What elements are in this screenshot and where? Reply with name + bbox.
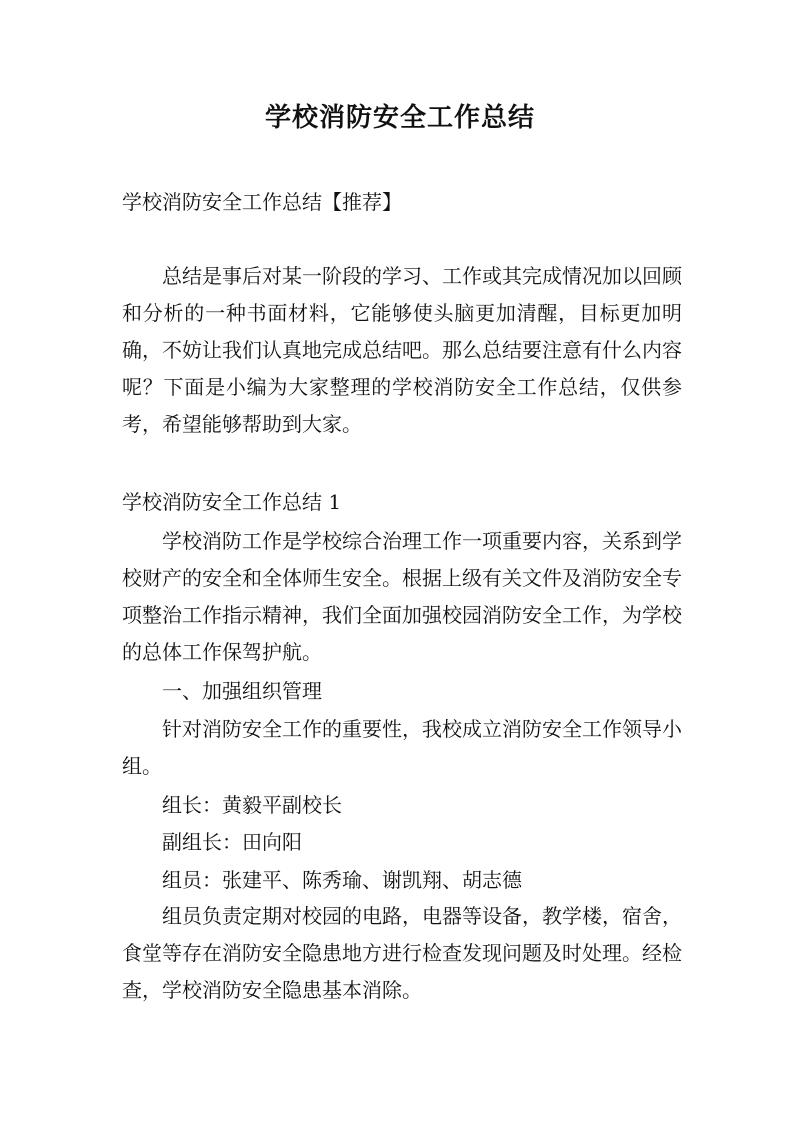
document-subtitle: 学校消防安全工作总结【推荐】 <box>122 190 402 214</box>
document-title: 学校消防安全工作总结 <box>264 103 535 133</box>
intro-paragraph: 总结是事后对某一阶段的学习、工作或其完成情况加以回顾和分析的一种书面材料，它能够使头脑更加清醒，目标更加明确，不妨让我们认真地完成总结吧。那么总结要注意有什么内容呢？下面是小编为大家整理的学校消防安全工作总结，仅供参考，希望能够帮助到大家。 <box>122 264 682 436</box>
group-leader: 组长：黄毅平副校长 <box>162 793 342 817</box>
point-heading: 一、加强组织管理 <box>162 679 322 703</box>
group-members: 组员：张建平、陈秀瑜、谢凯翔、胡志德 <box>162 868 522 892</box>
deputy-leader: 副组长：田向阳 <box>162 830 302 854</box>
section-paragraph: 学校消防工作是学校综合治理工作一项重要内容，关系到学校财产的安全和全体师生安全。根据上级有关文件及消防安全专项整治工作指示精神，我们全面加强校园消防安全工作，为学校的总体工作保驾护航。 <box>122 529 682 664</box>
duty-paragraph: 组员负责定期对校园的电路，电器等设备，教学楼，宿舍，食堂等存在消防安全隐患地方进行检查发现问题及时处理。经检查，学校消防安全隐患基本消除。 <box>122 904 682 1002</box>
section-heading: 学校消防安全工作总结 1 <box>122 490 342 514</box>
point-paragraph: 针对消防安全工作的重要性，我校成立消防安全工作领导小组。 <box>122 717 682 778</box>
